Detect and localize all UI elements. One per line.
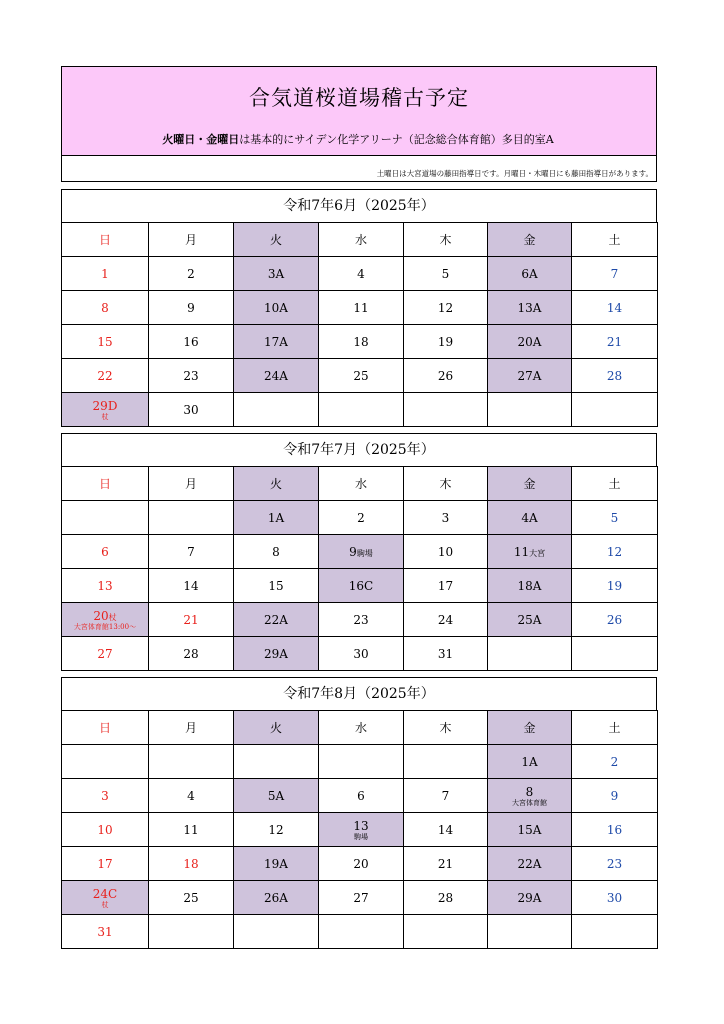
day-number: 7 bbox=[187, 544, 195, 559]
day-cell bbox=[234, 257, 319, 291]
day-cell bbox=[62, 291, 149, 325]
day-cell bbox=[572, 291, 658, 325]
week-row bbox=[62, 359, 658, 393]
weekday-header: 水 bbox=[319, 711, 404, 745]
day-number: 5 bbox=[610, 510, 619, 525]
day-cell bbox=[149, 881, 234, 915]
day-cell bbox=[319, 535, 404, 569]
day-number: 7 bbox=[610, 266, 619, 281]
day-number: 23 bbox=[183, 368, 199, 383]
day-number: 28 bbox=[606, 368, 623, 383]
day-number: 18 bbox=[353, 334, 369, 349]
weekday-header: 日 bbox=[62, 467, 149, 501]
day-cell bbox=[572, 359, 658, 393]
day-cell bbox=[572, 637, 658, 671]
day-number: 12 bbox=[606, 544, 623, 559]
day-number: 20A bbox=[517, 334, 542, 349]
weekday-header: 木 bbox=[404, 467, 488, 501]
day-cell bbox=[572, 745, 658, 779]
weekday-header: 火 bbox=[234, 223, 319, 257]
day-cell bbox=[234, 745, 319, 779]
day-number: 22 bbox=[97, 368, 113, 383]
day-number: 15 bbox=[97, 334, 113, 349]
day-cell bbox=[404, 813, 488, 847]
day-number: 30 bbox=[353, 646, 369, 661]
week-row bbox=[62, 779, 658, 813]
weekday-header: 日 bbox=[62, 223, 149, 257]
day-number: 6A bbox=[521, 266, 538, 281]
week-row bbox=[62, 637, 658, 671]
day-number: 2 bbox=[357, 510, 365, 525]
day-cell bbox=[319, 745, 404, 779]
day-number: 28 bbox=[437, 890, 454, 905]
day-note: 大宮体育館13:00〜 bbox=[73, 622, 137, 631]
day-cell bbox=[488, 359, 572, 393]
notice-text: 土曜日は大宮道場の藤田指導日です。月曜日・木曜日にも藤田指導日があります。 bbox=[376, 169, 653, 178]
day-number: 21 bbox=[183, 612, 199, 627]
day-cell bbox=[149, 325, 234, 359]
weekday-header: 水 bbox=[319, 223, 404, 257]
day-cell bbox=[62, 393, 149, 427]
week-row bbox=[62, 745, 658, 779]
day-number: 25 bbox=[353, 368, 369, 383]
week-row bbox=[62, 569, 658, 603]
day-cell bbox=[62, 745, 149, 779]
day-number: 16 bbox=[606, 822, 623, 837]
day-cell bbox=[62, 325, 149, 359]
weekday-header: 土 bbox=[572, 223, 658, 257]
day-number: 1 bbox=[101, 266, 109, 281]
weekday-header-row bbox=[62, 467, 658, 501]
day-number: 2 bbox=[610, 754, 619, 769]
day-cell bbox=[488, 603, 572, 637]
day-number: 29A bbox=[264, 646, 288, 661]
day-number: 10 bbox=[437, 544, 454, 559]
day-number: 3 bbox=[101, 788, 109, 803]
day-number: 27 bbox=[97, 646, 113, 661]
day-cell bbox=[488, 291, 572, 325]
day-number: 6 bbox=[357, 788, 365, 803]
day-note: 大宮 bbox=[529, 548, 546, 558]
day-number: 21 bbox=[437, 856, 454, 871]
day-cell bbox=[234, 569, 319, 603]
day-number: 26 bbox=[437, 368, 454, 383]
day-number: 21 bbox=[606, 334, 623, 349]
day-cell bbox=[149, 847, 234, 881]
day-number: 17 bbox=[437, 578, 454, 593]
day-number: 8 bbox=[101, 300, 109, 315]
day-number: 7 bbox=[441, 788, 450, 803]
day-number: 30 bbox=[606, 890, 623, 905]
day-number: 9 bbox=[349, 544, 357, 559]
day-cell bbox=[572, 603, 658, 637]
day-cell bbox=[234, 291, 319, 325]
day-cell bbox=[404, 915, 488, 949]
day-number: 29A bbox=[517, 890, 542, 905]
day-number: 10 bbox=[97, 822, 113, 837]
day-number: 6 bbox=[101, 544, 109, 559]
weekday-header: 火 bbox=[234, 467, 319, 501]
day-number: 17 bbox=[97, 856, 113, 871]
weekday-header: 月 bbox=[149, 223, 234, 257]
day-number: 11 bbox=[183, 822, 199, 837]
day-cell bbox=[319, 393, 404, 427]
day-number: 8 bbox=[525, 784, 534, 799]
day-number: 19 bbox=[437, 334, 454, 349]
day-number: 28 bbox=[183, 646, 199, 661]
weekday-header: 月 bbox=[149, 711, 234, 745]
weekday-header: 金 bbox=[488, 711, 572, 745]
weekday-header: 土 bbox=[572, 467, 658, 501]
day-cell bbox=[149, 393, 234, 427]
day-cell bbox=[149, 257, 234, 291]
day-cell bbox=[234, 915, 319, 949]
month-june bbox=[61, 189, 657, 427]
day-cell bbox=[149, 501, 234, 535]
calendar-table bbox=[61, 466, 658, 671]
day-number: 3A bbox=[267, 266, 285, 281]
day-cell bbox=[488, 569, 572, 603]
day-cell bbox=[234, 393, 319, 427]
day-number: 14 bbox=[606, 300, 623, 315]
day-number: 22A bbox=[264, 612, 288, 627]
subtitle bbox=[61, 126, 655, 154]
day-cell bbox=[488, 393, 572, 427]
week-row bbox=[62, 325, 658, 359]
day-cell bbox=[234, 603, 319, 637]
day-cell bbox=[149, 779, 234, 813]
month-title: 令和7年8月（2025年） bbox=[61, 677, 657, 710]
week-row bbox=[62, 257, 658, 291]
day-cell bbox=[149, 535, 234, 569]
week-row bbox=[62, 881, 658, 915]
day-cell bbox=[488, 637, 572, 671]
day-number: 13 bbox=[353, 818, 369, 833]
day-cell bbox=[234, 359, 319, 393]
day-cell bbox=[319, 915, 404, 949]
day-number: 8 bbox=[272, 544, 280, 559]
weekday-header: 金 bbox=[488, 223, 572, 257]
day-cell bbox=[62, 569, 149, 603]
day-number: 23 bbox=[606, 856, 623, 871]
weekday-header-row bbox=[62, 223, 658, 257]
day-cell bbox=[572, 535, 658, 569]
day-cell bbox=[234, 813, 319, 847]
day-cell bbox=[149, 813, 234, 847]
day-cell bbox=[404, 393, 488, 427]
weekday-header: 土 bbox=[572, 711, 658, 745]
week-row bbox=[62, 393, 658, 427]
day-cell bbox=[62, 501, 149, 535]
day-cell bbox=[572, 779, 658, 813]
day-cell bbox=[149, 915, 234, 949]
day-cell bbox=[572, 257, 658, 291]
page-title: 合気道桜道場稽古予定 bbox=[249, 86, 469, 110]
day-cell bbox=[62, 847, 149, 881]
weekday-header: 日 bbox=[62, 711, 149, 745]
day-number: 1A bbox=[267, 510, 285, 525]
day-cell bbox=[319, 325, 404, 359]
subtitle-rest: は基本的にサイデン化学アリーナ（記念総合体育館）多目的室A bbox=[239, 133, 554, 146]
day-note: 駒場 bbox=[354, 832, 368, 841]
day-cell bbox=[572, 569, 658, 603]
day-cell bbox=[149, 603, 234, 637]
day-cell bbox=[62, 535, 149, 569]
day-cell bbox=[149, 637, 234, 671]
weekday-header: 木 bbox=[404, 223, 488, 257]
day-number: 11 bbox=[353, 300, 369, 315]
day-cell bbox=[404, 569, 488, 603]
day-cell bbox=[404, 603, 488, 637]
day-cell bbox=[488, 257, 572, 291]
day-note: 杖 bbox=[101, 412, 109, 421]
day-cell bbox=[572, 847, 658, 881]
day-cell bbox=[319, 637, 404, 671]
day-cell bbox=[149, 291, 234, 325]
day-cell bbox=[488, 847, 572, 881]
day-number: 29D bbox=[92, 398, 118, 413]
week-row bbox=[62, 603, 658, 637]
day-number: 11 bbox=[513, 544, 530, 559]
day-cell bbox=[319, 603, 404, 637]
day-number: 17A bbox=[264, 334, 288, 349]
day-cell bbox=[404, 257, 488, 291]
day-number: 18 bbox=[183, 856, 199, 871]
day-cell bbox=[572, 325, 658, 359]
day-cell bbox=[149, 359, 234, 393]
day-number: 20 bbox=[93, 608, 109, 623]
day-cell bbox=[149, 745, 234, 779]
day-number: 4 bbox=[187, 788, 195, 803]
day-cell bbox=[234, 325, 319, 359]
day-cell bbox=[488, 325, 572, 359]
day-cell bbox=[319, 779, 404, 813]
week-row bbox=[62, 847, 658, 881]
day-number: 2 bbox=[187, 266, 195, 281]
day-number: 1A bbox=[521, 754, 538, 769]
day-number: 10A bbox=[264, 300, 288, 315]
day-number: 19A bbox=[264, 856, 288, 871]
day-cell bbox=[234, 779, 319, 813]
day-number: 13A bbox=[517, 300, 542, 315]
day-cell bbox=[62, 603, 149, 637]
day-number: 23 bbox=[353, 612, 369, 627]
day-cell bbox=[319, 813, 404, 847]
month-july bbox=[61, 433, 657, 671]
day-cell bbox=[234, 637, 319, 671]
day-cell bbox=[62, 813, 149, 847]
day-number: 31 bbox=[97, 924, 113, 939]
day-cell bbox=[404, 637, 488, 671]
day-number: 25A bbox=[517, 612, 542, 627]
day-number: 4 bbox=[357, 266, 365, 281]
day-cell bbox=[488, 535, 572, 569]
weekday-header: 水 bbox=[319, 467, 404, 501]
day-number: 19 bbox=[606, 578, 623, 593]
day-number: 5A bbox=[267, 788, 285, 803]
day-cell bbox=[319, 881, 404, 915]
week-row bbox=[62, 501, 658, 535]
weekday-header-row bbox=[62, 711, 658, 745]
day-number: 16C bbox=[348, 578, 374, 593]
day-number: 27A bbox=[517, 368, 542, 383]
day-number: 24 bbox=[437, 612, 454, 627]
day-cell bbox=[488, 881, 572, 915]
week-row bbox=[62, 813, 658, 847]
month-title: 令和7年6月（2025年） bbox=[61, 189, 657, 222]
day-cell bbox=[62, 779, 149, 813]
week-row bbox=[62, 291, 658, 325]
day-cell bbox=[404, 847, 488, 881]
day-cell bbox=[319, 569, 404, 603]
weekday-header: 木 bbox=[404, 711, 488, 745]
day-cell bbox=[62, 915, 149, 949]
day-cell bbox=[572, 501, 658, 535]
day-number: 12 bbox=[437, 300, 454, 315]
day-cell bbox=[488, 915, 572, 949]
week-row bbox=[62, 535, 658, 569]
day-cell bbox=[62, 637, 149, 671]
day-cell bbox=[62, 881, 149, 915]
day-number: 25 bbox=[183, 890, 199, 905]
day-number: 22A bbox=[517, 856, 542, 871]
weekday-header: 火 bbox=[234, 711, 319, 745]
day-number: 24A bbox=[264, 368, 288, 383]
day-number: 27 bbox=[353, 890, 369, 905]
day-cell bbox=[572, 393, 658, 427]
day-cell bbox=[572, 813, 658, 847]
day-number: 13 bbox=[97, 578, 113, 593]
day-cell bbox=[404, 535, 488, 569]
day-number: 9 bbox=[610, 788, 619, 803]
day-cell bbox=[234, 881, 319, 915]
day-number: 14 bbox=[437, 822, 454, 837]
day-cell bbox=[488, 745, 572, 779]
day-note: 杖 bbox=[108, 612, 117, 622]
calendar-table bbox=[61, 222, 658, 427]
day-cell bbox=[319, 847, 404, 881]
weekday-header: 月 bbox=[149, 467, 234, 501]
day-number: 3 bbox=[441, 510, 450, 525]
day-note: 大宮体育館 bbox=[512, 798, 547, 807]
day-cell bbox=[572, 881, 658, 915]
day-cell bbox=[404, 501, 488, 535]
day-cell bbox=[488, 501, 572, 535]
day-cell bbox=[234, 535, 319, 569]
month-august bbox=[61, 677, 657, 949]
day-number: 4A bbox=[521, 510, 538, 525]
week-row bbox=[62, 915, 658, 949]
day-note: 杖 bbox=[101, 900, 109, 909]
day-cell bbox=[149, 569, 234, 603]
day-number: 18A bbox=[517, 578, 542, 593]
day-cell bbox=[319, 291, 404, 325]
day-number: 24C bbox=[92, 886, 118, 901]
calendar-table bbox=[61, 710, 658, 949]
subtitle-days: 火曜日・金曜日 bbox=[162, 133, 240, 146]
day-number: 12 bbox=[268, 822, 284, 837]
day-number: 15 bbox=[268, 578, 284, 593]
day-cell bbox=[404, 291, 488, 325]
day-cell bbox=[404, 325, 488, 359]
day-number: 5 bbox=[441, 266, 450, 281]
day-number: 9 bbox=[187, 300, 195, 315]
day-number: 20 bbox=[353, 856, 369, 871]
month-title: 令和7年7月（2025年） bbox=[61, 433, 657, 466]
day-cell bbox=[488, 779, 572, 813]
day-cell bbox=[572, 915, 658, 949]
day-note: 駒場 bbox=[356, 548, 373, 558]
day-cell bbox=[404, 779, 488, 813]
day-cell bbox=[404, 745, 488, 779]
day-cell bbox=[488, 813, 572, 847]
day-number: 30 bbox=[183, 402, 199, 417]
day-cell bbox=[234, 847, 319, 881]
day-cell bbox=[234, 501, 319, 535]
day-cell bbox=[319, 359, 404, 393]
day-cell bbox=[62, 359, 149, 393]
notice-box bbox=[61, 155, 657, 182]
day-cell bbox=[404, 881, 488, 915]
day-cell bbox=[62, 257, 149, 291]
day-number: 26 bbox=[606, 612, 623, 627]
day-number: 16 bbox=[183, 334, 199, 349]
weekday-header: 金 bbox=[488, 467, 572, 501]
day-cell bbox=[319, 501, 404, 535]
day-cell bbox=[319, 257, 404, 291]
day-cell bbox=[404, 359, 488, 393]
day-number: 26A bbox=[264, 890, 288, 905]
day-number: 31 bbox=[437, 646, 454, 661]
day-number: 14 bbox=[183, 578, 199, 593]
day-number: 15A bbox=[517, 822, 542, 837]
